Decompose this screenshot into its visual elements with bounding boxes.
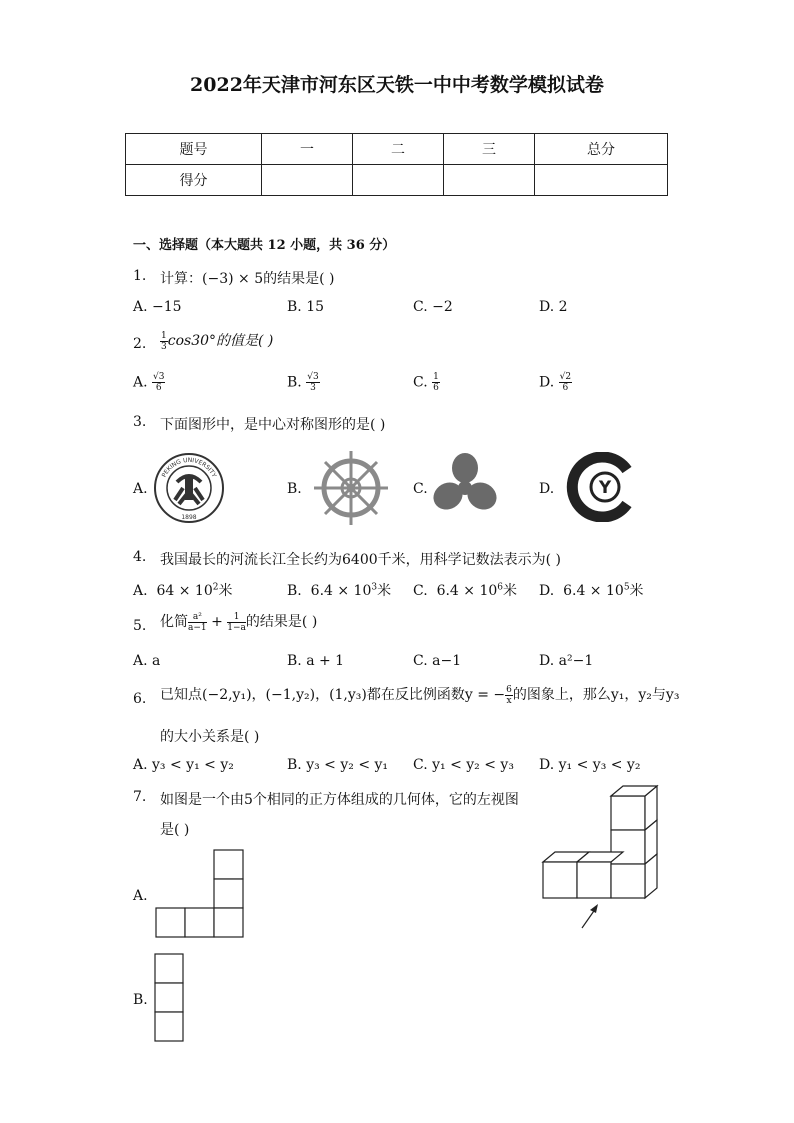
clover-icon [432,452,498,520]
score-row-label: 得分 [126,165,262,196]
cy-logo-icon [563,452,635,522]
q4-option-b: B. $6.4 \times 10^3$米 [287,582,392,599]
score-header-cell: 三 [444,134,535,165]
q7-text-line1: 如图是一个由5个相同的正方体组成的几何体，它的左视图 [160,792,519,808]
score-cell[interactable] [262,165,353,196]
q3-option-d-label: D. [539,481,555,497]
q5-number: 5. [133,618,147,634]
emblem-year-text: 1898 [181,514,197,521]
q2-text: $\frac{1}{3}$ cos30°的值是( ) [161,330,274,352]
score-table-header-row [126,134,668,165]
q1-option-c: C. −2 [413,299,453,315]
ship-wheel-icon [312,449,390,527]
q3-text: 下面图形中，是中心对称图形的是( ) [160,417,386,433]
page-title: 2022年天津市河东区天铁一中中考数学模拟试卷 [190,74,604,96]
q7-option-a-figure [153,849,245,939]
score-table [125,133,668,196]
q5-option-b: B. a + 1 [287,653,345,669]
q2-number: 2. [133,336,147,352]
score-header-cell: 二 [353,134,444,165]
q2-coef-fraction: $\frac{1}{3}$ [161,330,167,352]
score-header-cell: 一 [262,134,353,165]
score-header-cell: 题号 [126,134,262,165]
q6-option-d: D. y₁ < y₃ < y₂ [539,757,641,773]
q5-option-c: C. a−1 [413,653,462,669]
university-emblem-icon [153,452,225,524]
q7-text-line2: 是( ) [160,822,190,838]
score-header-cell: 总分 [535,134,668,165]
q2-option-b: B. $\frac{√3}{3}$ [287,372,319,393]
cube-solid-figure [540,784,665,932]
logo-letter: Y [598,478,612,498]
q2-option-a: A. $\frac{√3}{6}$ [133,372,165,393]
q3-option-c-label: C. [413,481,428,497]
score-cell[interactable] [535,165,668,196]
q6-text-line2: 的大小关系是( ) [160,729,260,745]
q5-option-d: D. a²−1 [539,653,594,669]
section-heading: 一、选择题（本大题共 12 小题，共 36 分） [133,238,396,253]
q6-text-line1: 已知点(−2,y₁)，(−1,y₂)，(1,y₃)都在反比例函数y = − $\frac{6}{x}$ 的图象上，那么y₁，y₂与y₃ [160,684,680,706]
q5-option-a: A. a [133,653,161,669]
q1-option-b: B. 15 [287,299,325,315]
q1-text: 计算：(−3) × 5的结果是( ) [160,271,335,287]
q7-option-a-label: A. [133,888,148,904]
q2-option-d: D. $\frac{√2}{6}$ [539,372,572,393]
q5-text: 化简 $\frac{\text{a²}}{a-1}$ + $\frac{1}{1-a}$ 的结果是( ) [160,611,318,633]
score-cell[interactable] [444,165,535,196]
q3-option-b-label: B. [287,481,302,497]
q3-number: 3. [133,414,147,430]
q6-option-b: B. y₃ < y₂ < y₁ [287,757,389,773]
q6-number: 6. [133,691,147,707]
q7-option-b-figure [153,953,185,1043]
q7-option-b-label: B. [133,992,148,1008]
q4-text: 我国最长的河流长江全长约为6400千米，用科学记数法表示为( ) [160,552,562,568]
q1-option-a: A. −15 [133,299,182,315]
q7-number: 7. [133,789,147,805]
q6-option-a: A. y₃ < y₁ < y₂ [133,757,234,773]
q4-number: 4. [133,549,147,565]
emblem-ring-text: PEKING UNIVERSITY [160,456,218,479]
score-table-score-row [126,165,668,196]
q2-option-c: C. $\frac{1}{6}$ [413,372,439,393]
q6-option-c: C. y₁ < y₂ < y₃ [413,757,514,773]
q3-option-a-label: A. [133,481,148,497]
q1-number: 1. [133,268,147,284]
score-cell[interactable] [353,165,444,196]
q4-option-c: C. $6.4 \times 10^6$米 [413,582,518,599]
q4-option-a: A. $64 \times 10^2$米 [133,582,233,599]
q1-option-d: D. 2 [539,299,568,315]
q4-option-d: D. $6.4 \times 10^5$米 [539,582,644,599]
